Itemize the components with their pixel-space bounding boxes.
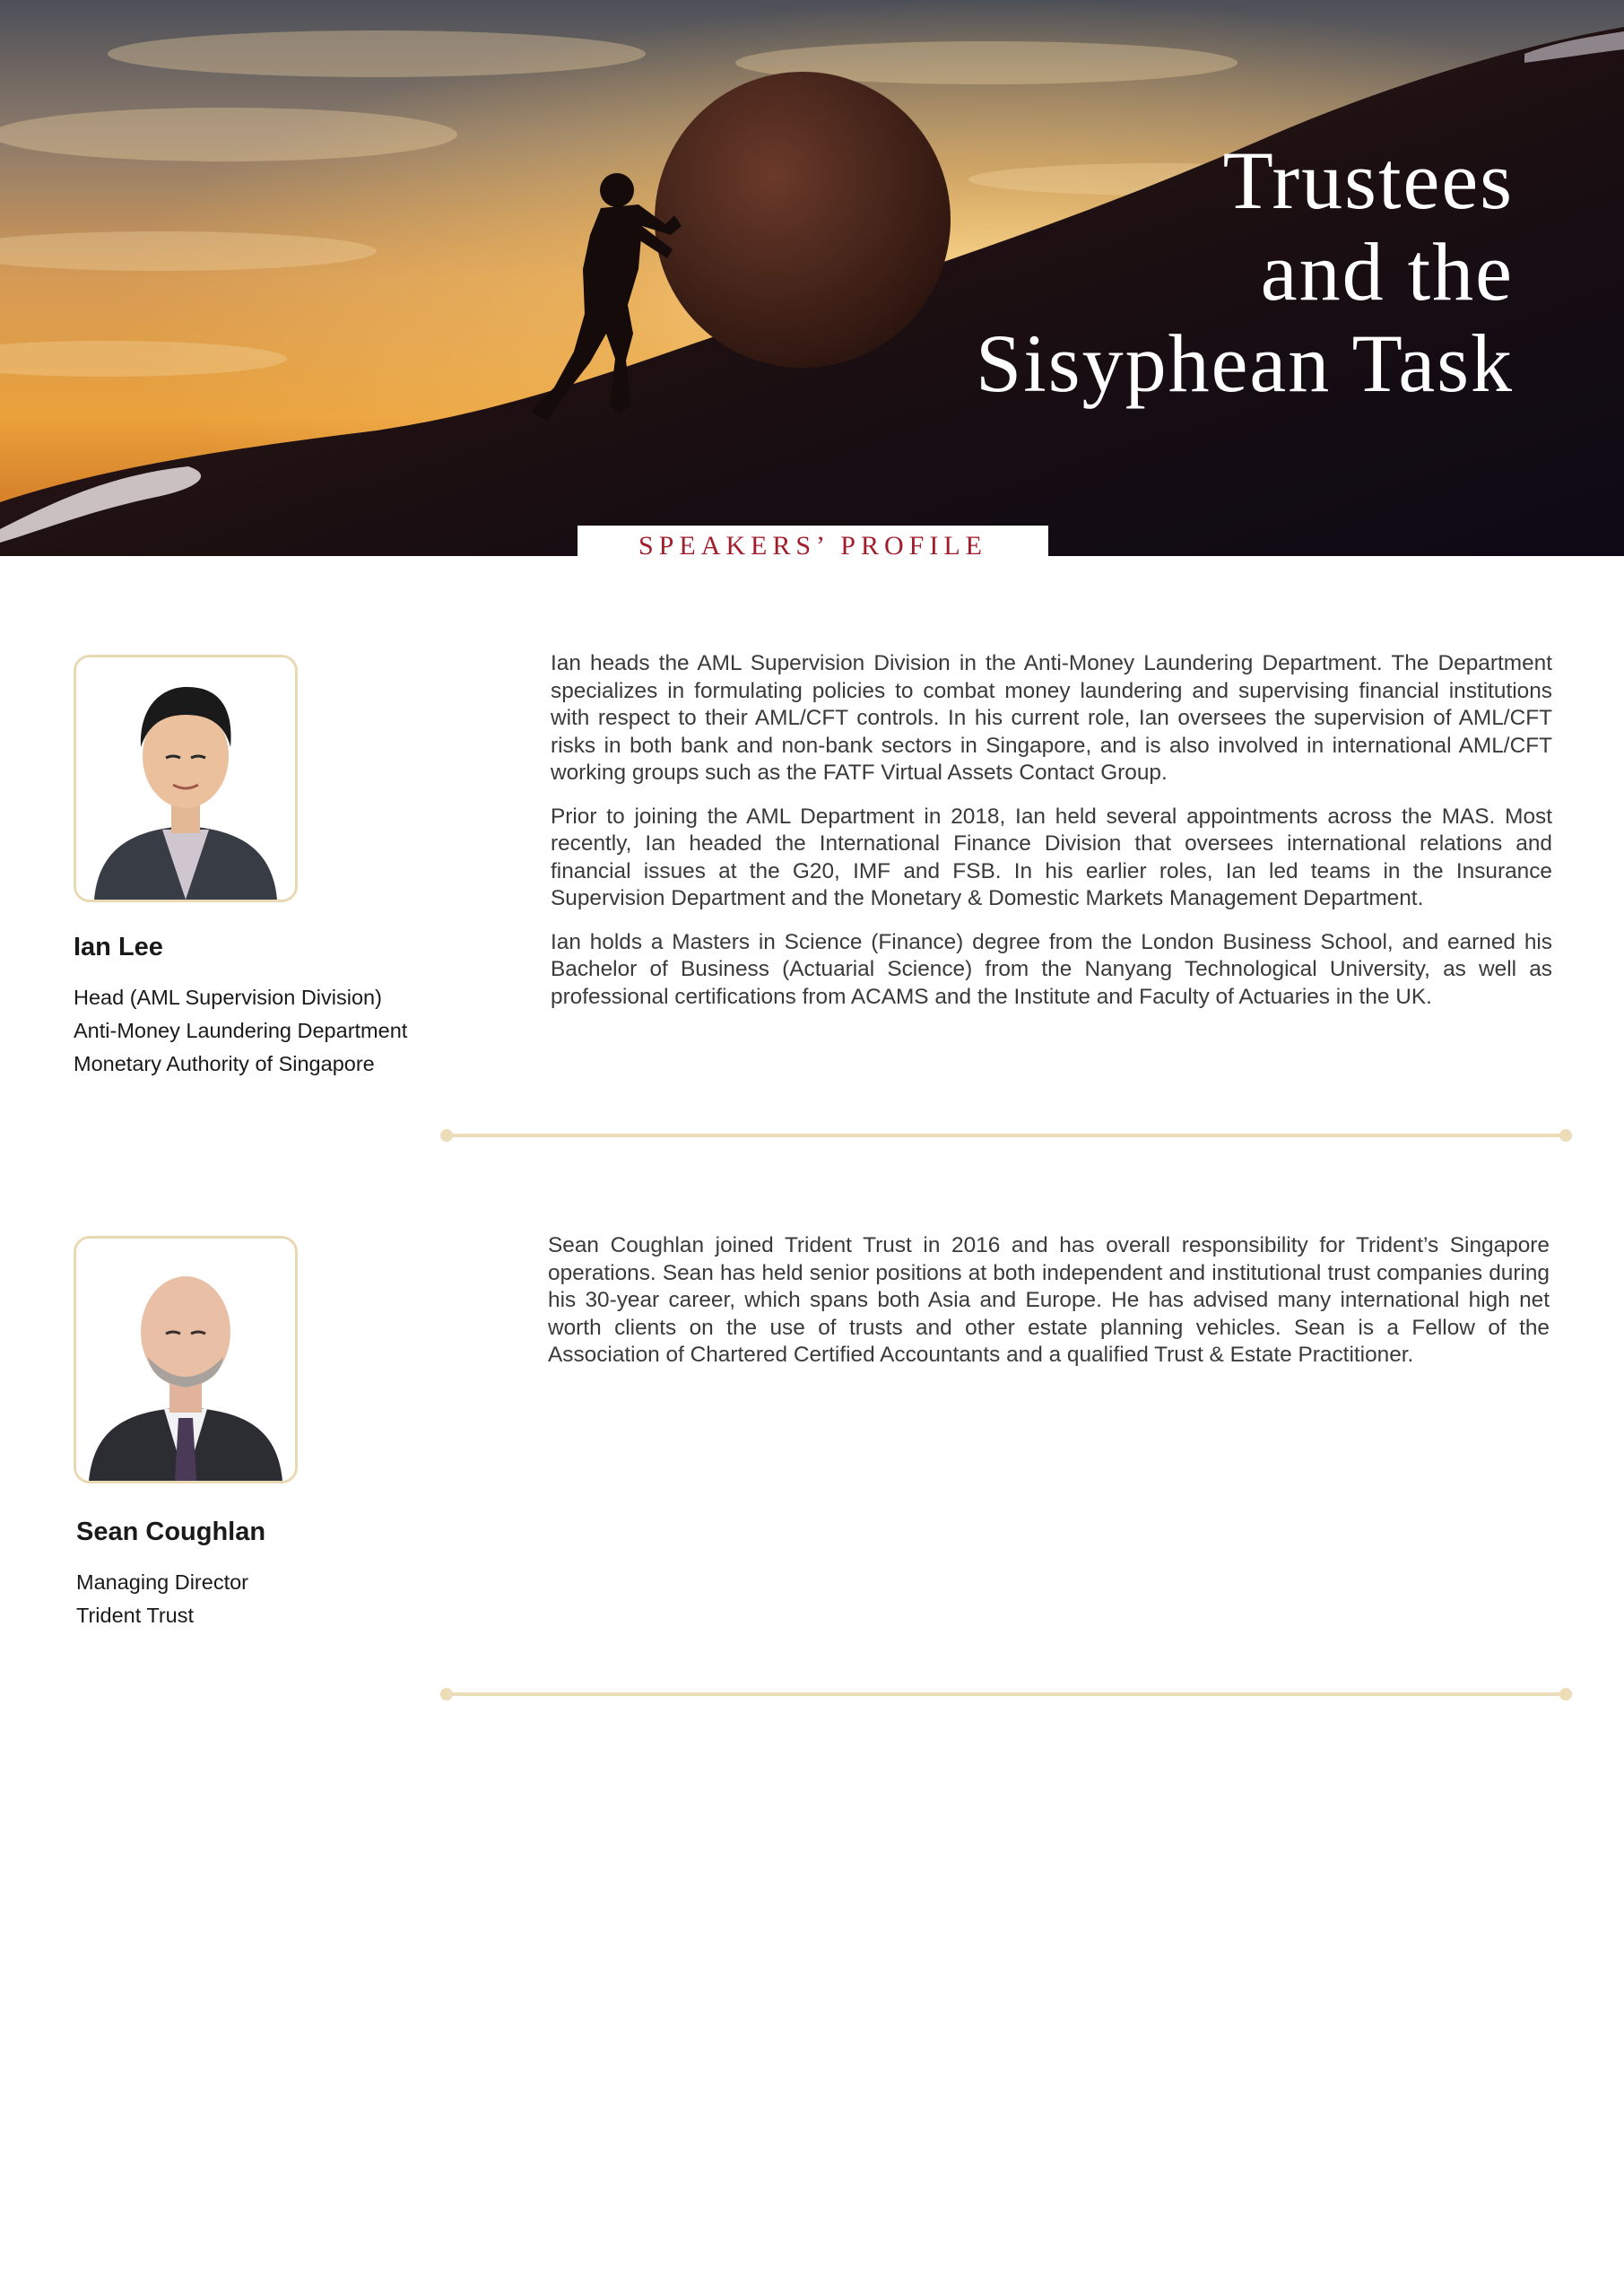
speaker-role-line: Managing Director <box>76 1570 249 1594</box>
speaker-role-line: Head (AML Supervision Division) <box>74 986 382 1009</box>
speaker-roles <box>76 1566 248 1632</box>
portrait-image <box>76 1239 295 1481</box>
title-line: and the <box>1260 226 1514 317</box>
speaker-photo-sean-coughlan <box>74 1236 298 1483</box>
bio-paragraph: Prior to joining the AML Department in 2018, Ian held several appointments across the MAS. Most recently, Ian headed the International Finance Division that oversees international relations and financial issues at the G20, IMF and FSB. In his earlier roles, Ian led teams in the Insurance Supervision Department and the Monetary & Domestic Markets Management Department. <box>551 804 1552 910</box>
page-title <box>976 135 1514 409</box>
section-divider <box>446 1692 1567 1696</box>
bio-paragraph: Ian holds a Masters in Science (Finance) degree from the London Business School, and earned his Bachelor of Business (Actuarial Science) from the Nanyang Technological University, as well as professional certifications from ACAMS and the Institute and Faculty of Actuaries in the UK. <box>551 929 1552 1009</box>
portrait-image <box>76 657 295 900</box>
hero-banner <box>0 0 1624 556</box>
speaker-bio <box>548 1232 1550 1386</box>
bio-paragraph: Sean Coughlan joined Trident Trust in 2016 and has overall responsibility for Trident’s Singapore operations. Sean has held senior positions at both independent and institutional trust companies during his 30-year career, which spans both Asia and Europe. He has advised many international high net worth clients on the use of trusts and other estate planning vehicles. Sean is a Fellow of the Association of Chartered Certified Accountants and a qualified Trust & Estate Practitioner. <box>548 1233 1550 1367</box>
title-line: Trustees <box>1222 135 1514 226</box>
section-label: SPEAKERS’ PROFILE <box>638 531 987 561</box>
speaker-photo-ian-lee <box>74 655 298 902</box>
speaker-name: Ian Lee <box>74 933 163 961</box>
speaker-roles <box>74 981 407 1081</box>
speaker-name: Sean Coughlan <box>76 1518 266 1546</box>
bio-paragraph: Ian heads the AML Supervision Division in the Anti-Money Laundering Department. The Department specializes in formulating policies to combat money laundering and supervising financial institutions with respect to their AML/CFT controls. In his current role, Ian oversees the supervision of AML/CFT risks in both bank and non-bank sectors in Singapore, and is also involved in international AML/CFT working groups such as the FATF Virtual Assets Contact Group. <box>551 651 1552 785</box>
speaker-bio <box>551 650 1552 1027</box>
title-line: Sisyphean Task <box>976 317 1514 409</box>
speaker-role-line: Monetary Authority of Singapore <box>74 1052 375 1075</box>
speaker-role-line: Trident Trust <box>76 1604 195 1627</box>
speaker-role-line: Anti-Money Laundering Department <box>74 1019 408 1042</box>
section-divider <box>446 1134 1567 1137</box>
